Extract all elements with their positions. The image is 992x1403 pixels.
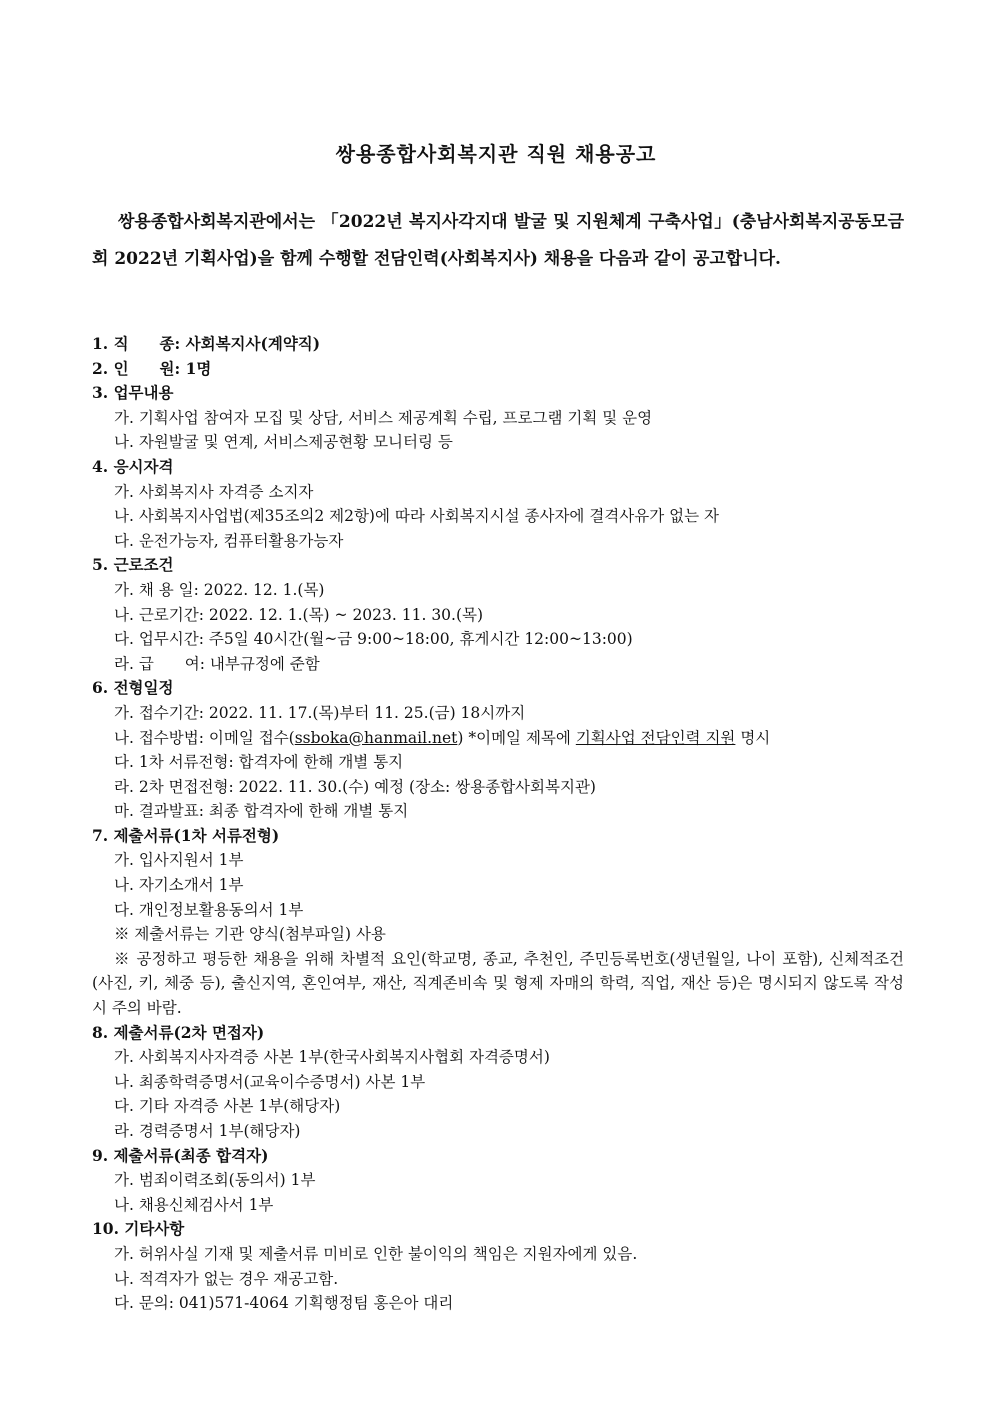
email-link[interactable]: ssboka@hanmail.net: [294, 728, 458, 747]
section-job-type: 1. 직 종: 사회복지사(계약직): [92, 334, 321, 353]
list-item: 다. 운전가능자, 컴퓨터활용가능자: [114, 531, 344, 550]
section-heading-schedule: 6. 전형일정: [92, 678, 174, 698]
list-item: 다. 기타 자격증 사본 1부(해당자): [114, 1097, 341, 1116]
list-item-application-method: [92, 726, 904, 751]
document-title: 쌍용종합사회복지관 직원 채용공고: [335, 142, 657, 166]
list-item: 나. 채용신체검사서 1부: [114, 1195, 274, 1214]
list-item: 다. 업무시간: 주5일 40시간(월~금 9:00~18:00, 휴게시간 12:00~13:00): [114, 630, 633, 649]
list-item: 다. 1차 서류전형: 합격자에 한해 개별 통지: [114, 753, 404, 772]
list-item: 나. 근로기간: 2022. 12. 1.(목) ~ 2023. 11. 30.(목): [114, 605, 484, 624]
list-item: 가. 사회복지사자격증 사본 1부(한국사회복지사협회 자격증명서): [114, 1048, 550, 1067]
section-heading-conditions: 5. 근로조건: [92, 555, 174, 575]
list-item: 가. 허위사실 기재 및 제출서류 미비로 인한 불이익의 책임은 지원자에게 있음.: [114, 1244, 638, 1263]
section-headcount: 2. 인 원: 1명: [92, 358, 212, 378]
section-heading-documents-interview: 8. 제출서류(2차 면접자): [92, 1022, 265, 1042]
list-item: 나. 자기소개서 1부: [114, 876, 244, 895]
email-subject-text: 기획사업 전담인력 지원: [575, 728, 736, 747]
list-item: 가. 사회복지사 자격증 소지자: [114, 482, 314, 501]
list-item: 다. 개인정보활용동의서 1부: [114, 900, 304, 919]
list-item: 나. 자원발굴 및 연계, 서비스제공현황 모니터링 등: [114, 433, 453, 452]
list-item: 가. 범죄이력조회(동의서) 1부: [114, 1171, 316, 1190]
list-item: 나. 사회복지사업법(제35조의2 제2항)에 따라 사회복지시설 종사자에 결격사유가 없는 자: [114, 507, 719, 526]
section-heading-documents-first: 7. 제출서류(1차 서류전형): [92, 825, 280, 845]
list-item: 가. 접수기간: 2022. 11. 17.(목)부터 11. 25.(금) 18시까지: [114, 703, 526, 722]
intro-paragraph: 쌍용종합사회복지관에서는 「2022년 복지사각지대 발굴 및 지원체계 구축사업」(충남사회복지공동모금회 2022년 기획사업)을 함께 수행할 전담인력(사회복지사) 채용을 다음과 같이 공고합니다.: [92, 212, 904, 269]
application-method-mid: ) *이메일 제목에: [457, 728, 576, 747]
list-item: 나. 적격자가 없는 경우 재공고함.: [114, 1269, 339, 1288]
section-heading-qualifications: 4. 응시자격: [92, 456, 174, 476]
application-method-suffix: 명시: [735, 728, 771, 747]
note: ※ 제출서류는 기관 양식(첨부파일) 사용: [114, 925, 386, 944]
application-method-prefix: 나. 접수방법: 이메일 접수(: [114, 728, 295, 747]
list-item: 가. 채 용 일: 2022. 12. 1.(목): [114, 580, 325, 599]
list-item: 가. 입사지원서 1부: [114, 851, 244, 870]
section-heading-misc: 10. 기타사항: [92, 1219, 185, 1239]
list-item: 라. 2차 면접전형: 2022. 11. 30.(수) 예정 (장소: 쌍용종합사회복지관): [114, 777, 596, 796]
list-item: 가. 기획사업 참여자 모집 및 상담, 서비스 제공계획 수립, 프로그램 기획 및 운영: [114, 408, 653, 427]
fair-hiring-note: ※ 공정하고 평등한 채용을 위해 차별적 요인(학교명, 종교, 추천인, 주민등록번호(생년월일, 나이 포함), 신체적조건(사진, 키, 체중 등), 출신지역, 혼인여부, 재산, 직계존비속 및 형제 자매의 학력, 직업, 재산 등)은 명시되지 않도록 작성 시 주의 바람.: [92, 949, 904, 1018]
list-item: 마. 결과발표: 최종 합격자에 한해 개별 통지: [114, 802, 409, 821]
list-item: 라. 경력증명서 1부(해당자): [114, 1122, 301, 1140]
list-item: 나. 최종학력증명서(교육이수증명서) 사본 1부: [114, 1072, 426, 1091]
section-heading-documents-final: 9. 제출서류(최종 합격자): [92, 1145, 269, 1165]
list-item: 라. 급 여: 내부규정에 준함: [114, 654, 320, 673]
contact-info: 다. 문의: 041)571-4064 기획행정팀 홍은아 대리: [114, 1294, 454, 1313]
document-body: [92, 332, 904, 1316]
section-heading-duties: 3. 업무내용: [92, 383, 174, 403]
